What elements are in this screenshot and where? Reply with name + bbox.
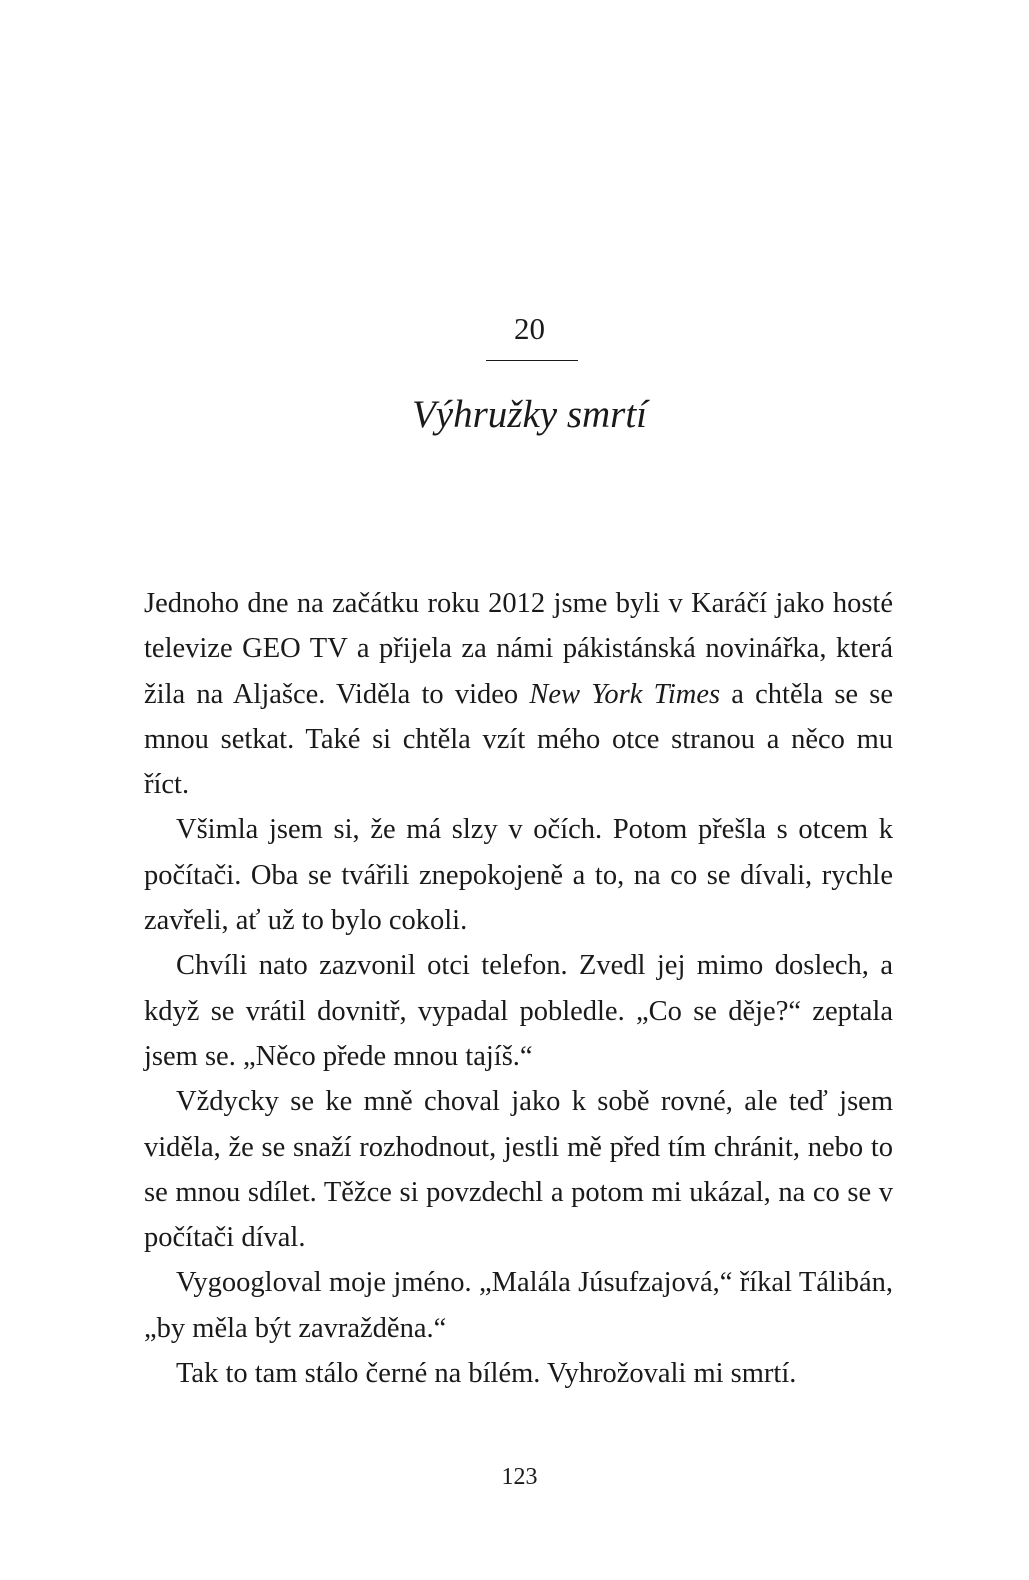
paragraph-4: Vždycky se ke mně choval jako k sobě rovné, ale teď jsem viděla, že se snaží rozhodnout, jestli mě před tím chránit, nebo to se mnou sdílet. Těžce si povzdechl a potom mi ukázal, na co se v počítači díval. bbox=[144, 1086, 893, 1254]
paragraph-5: Vygoogloval moje jméno. „Malála Júsufzajová,“ říkal Tálibán, „by měla být zavražděna.“ bbox=[144, 1267, 893, 1344]
page-number: 123 bbox=[501, 1464, 538, 1490]
paragraph-1 bbox=[144, 581, 893, 807]
paragraph-1-text-end: a chtěla se se mnou setkat. Také si chtěla vzít mého otce stranou a něco mu říct. bbox=[144, 678, 893, 801]
paragraph-6: Tak to tam stálo černé na bílém. Vyhrožovali mi smrtí. bbox=[176, 1358, 797, 1390]
chapter-title: Výhružky smrtí bbox=[411, 393, 648, 436]
publication-title: New York Times bbox=[529, 678, 721, 710]
chapter-number: 20 bbox=[514, 311, 545, 346]
chapter-divider bbox=[486, 360, 578, 361]
paragraph-3: Chvíli nato zazvonil otci telefon. Zvedl jej mimo doslech, a když se vrátil dovnitř, vypadal pobledle. „Co se děje?“ zeptala jsem se. „Něco přede mnou tajíš.“ bbox=[144, 950, 893, 1072]
paragraph-1-text-start: Jednoho dne na začátku roku 2012 jsme byli v Karáčí jako hosté televize GEO TV a přijela za námi pákistánská novinářka, která žila na Aljašce. Viděla to video bbox=[144, 588, 893, 710]
paragraph-2: Všimla jsem si, že má slzy v očích. Potom přešla s otcem k počítači. Oba se tvářili znepokojeně a to, na co se dívali, rychle zavřeli, ať už to bylo cokoli. bbox=[144, 814, 893, 937]
chapter-body bbox=[144, 581, 893, 1396]
